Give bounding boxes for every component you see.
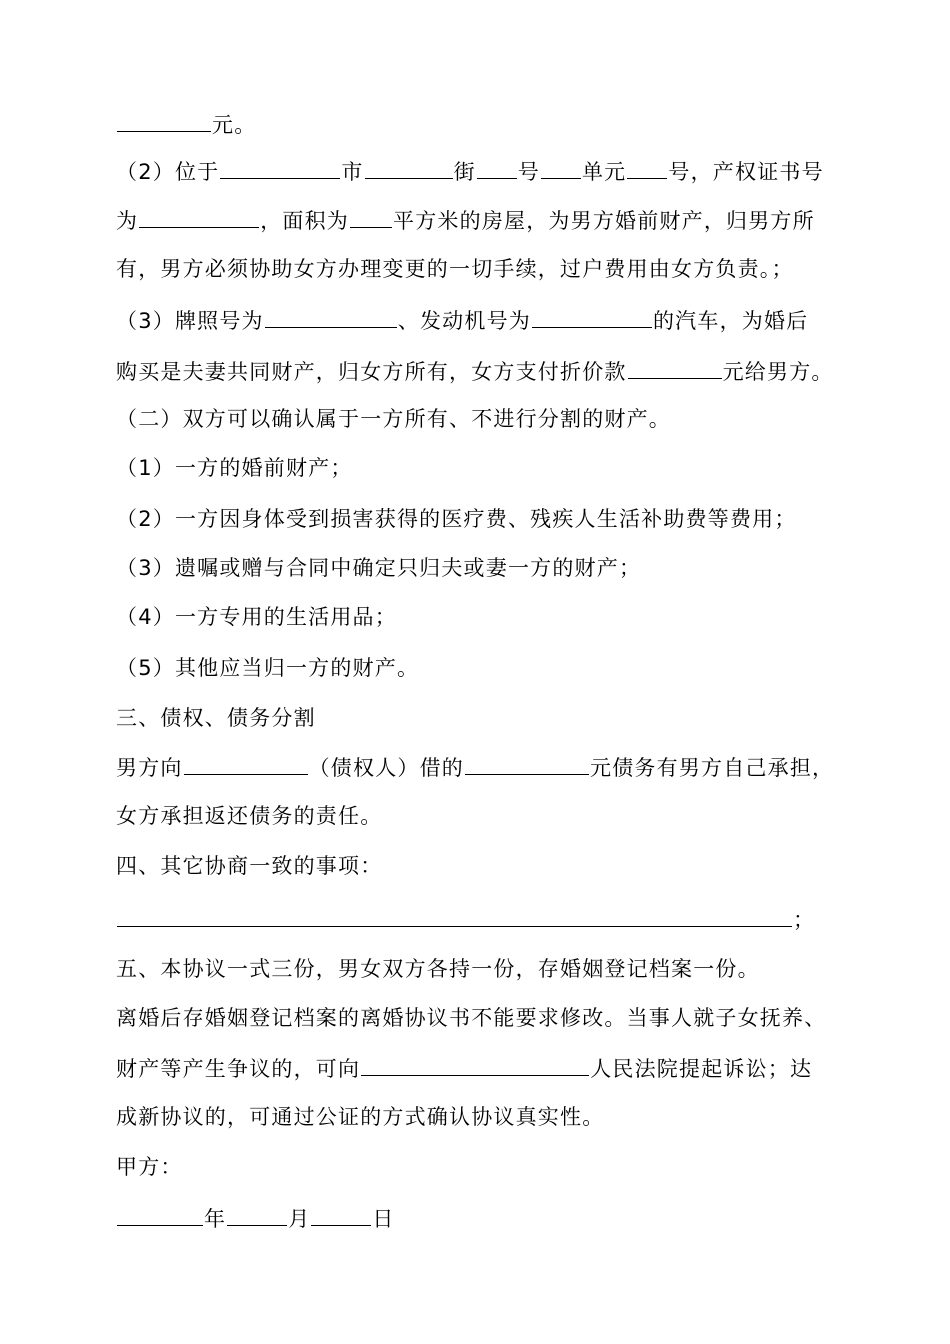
text: （1）一方的婚前财产； (116, 456, 353, 480)
text: 年 (204, 1207, 227, 1231)
text: 三、债权、债务分割 (116, 706, 316, 730)
fill-blank[interactable] (627, 156, 667, 179)
text: （2）位于 (116, 160, 220, 184)
section-heading (116, 703, 316, 733)
text: （5）其他应当归一方的财产。 (116, 656, 420, 680)
fill-blank[interactable] (139, 205, 259, 228)
day-blank[interactable] (311, 1203, 371, 1226)
text: 元。 (212, 113, 257, 137)
text: 日 (372, 1207, 395, 1231)
text: 为 (116, 209, 139, 233)
paragraph-line (116, 404, 671, 434)
text: （4）一方专用的生活用品； (116, 605, 397, 629)
paragraph-line (116, 1003, 826, 1033)
paragraph-line (116, 356, 834, 386)
fill-blank[interactable] (117, 904, 792, 927)
text: 甲方： (116, 1155, 183, 1179)
year-blank[interactable] (117, 1203, 203, 1226)
paragraph-line (116, 801, 382, 831)
section-heading (116, 954, 760, 984)
fill-blank[interactable] (361, 1053, 589, 1076)
paragraph-line (116, 752, 834, 782)
text: 男方向 (116, 756, 183, 780)
text: 有，男方必须协助女方办理变更的一切手续，过户费用由女方负责。； (116, 257, 794, 281)
text: 街 (453, 160, 476, 184)
fill-blank[interactable] (628, 356, 722, 379)
fill-blank[interactable] (117, 109, 211, 132)
text: 月 (288, 1207, 311, 1231)
fill-blank[interactable] (365, 156, 453, 179)
text: 号 (517, 160, 540, 184)
text: （3）牌照号为 (116, 309, 264, 333)
fill-blank[interactable] (184, 752, 308, 775)
text: 离婚后存婚姻登记档案的离婚协议书不能要求修改。当事人就子女抚养、 (116, 1006, 827, 1030)
text: （3）遗嘱或赠与合同中确定只归夫或妻一方的财产； (116, 556, 642, 580)
text: 五、本协议一式三份，男女双方各持一份，存婚姻登记档案一份。 (116, 957, 760, 981)
text: （二）双方可以确认属于一方所有、不进行分割的财产。 (116, 407, 671, 431)
text: 市 (341, 160, 364, 184)
text: 财产等产生争议的，可向 (116, 1057, 361, 1081)
fill-blank[interactable] (532, 305, 652, 328)
paragraph-line (116, 1102, 604, 1132)
text: 人民法院提起诉讼；达 (590, 1057, 813, 1081)
text: 的汽车，为婚后 (652, 309, 809, 333)
fill-blank[interactable] (350, 205, 392, 228)
text: 成新协议的，可通过公证的方式确认协议真实性。 (116, 1105, 605, 1129)
paragraph-line (116, 156, 824, 186)
paragraph-line (116, 653, 419, 683)
section-heading (116, 851, 382, 881)
fill-blank[interactable] (477, 156, 517, 179)
fill-blank[interactable] (265, 305, 397, 328)
paragraph-line (116, 109, 256, 139)
text: 购买是夫妻共同财产，归女方所有，女方支付折价款 (116, 360, 627, 384)
text: ； (793, 908, 816, 932)
text: 号，产权证书号 (668, 160, 824, 184)
text: ，面积为 (260, 209, 350, 233)
month-blank[interactable] (227, 1203, 287, 1226)
text: （2）一方因身体受到损害获得的医疗费、残疾人生活补助费等费用； (116, 507, 797, 531)
fill-blank[interactable] (465, 752, 589, 775)
fill-blank[interactable] (220, 156, 340, 179)
paragraph-line (116, 1053, 812, 1083)
paragraph-line (116, 254, 794, 284)
text: 、发动机号为 (397, 309, 531, 333)
text: 元债务有男方自己承担， (590, 756, 835, 780)
text: 元给男方。 (722, 360, 834, 384)
text: 平方米的房屋，为男方婚前财产，归男方所 (393, 209, 815, 233)
text: 单元 (581, 160, 627, 184)
text: 四、其它协商一致的事项： (116, 854, 383, 878)
signature-label (116, 1152, 183, 1182)
paragraph-line (116, 205, 815, 235)
paragraph-line (116, 553, 641, 583)
fill-blank[interactable] (541, 156, 581, 179)
paragraph-line (116, 453, 353, 483)
paragraph-line (116, 305, 808, 335)
date-line (116, 1203, 395, 1233)
paragraph-line (116, 904, 815, 934)
paragraph-line (116, 602, 397, 632)
text: （债权人）借的 (308, 756, 465, 780)
paragraph-line (116, 504, 797, 534)
text: 女方承担返还债务的责任。 (116, 804, 383, 828)
